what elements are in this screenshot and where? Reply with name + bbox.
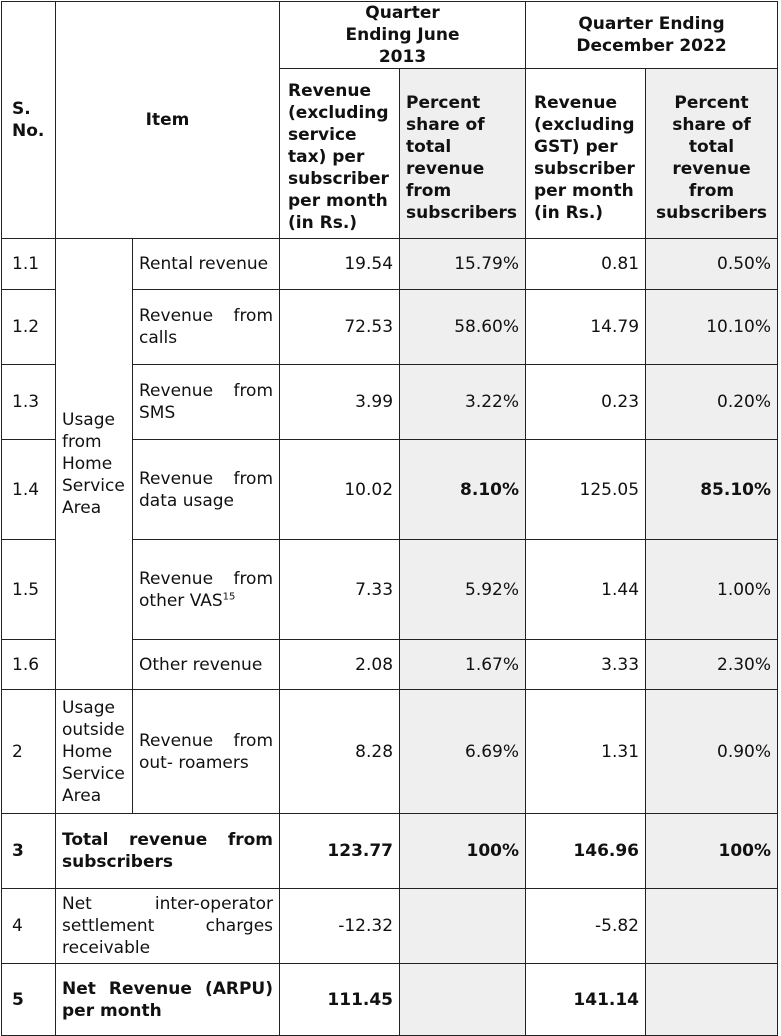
row-q1-revenue: 7.33 [280,540,400,640]
row-q1-share: 1.67% [400,640,526,690]
row-q1-share: 15.79% [400,239,526,290]
row-q2-share: 0.50% [646,239,778,290]
row-sno: 5 [2,964,56,1036]
revenue-table [1,1,778,1036]
row-q2-revenue: 3.33 [526,640,646,690]
row-item: Revenue from SMS [133,365,280,440]
footnote-ref: 15 [222,590,236,602]
row-q2-share: 2.30% [646,640,778,690]
row-q2-share: 0.20% [646,365,778,440]
row-item [133,540,280,640]
row-sno: 3 [2,814,56,889]
table-row [2,690,778,814]
row-q1-share: 100% [400,814,526,889]
table-row [2,889,778,964]
table-row-net-revenue [2,964,778,1036]
row-q2-revenue: 125.05 [526,440,646,540]
q1-share-col-header: Percent share of total revenue from subscribers [400,69,526,239]
row-q2-share: 10.10% [646,290,778,365]
row-q2-share [646,964,778,1036]
row-q2-revenue: 1.31 [526,690,646,814]
row-q2-revenue: 141.14 [526,964,646,1036]
row-q2-revenue: 1.44 [526,540,646,640]
row-q2-share: 1.00% [646,540,778,640]
row-item: Net Revenue (ARPU) per month [56,964,280,1036]
row-q1-share: 8.10% [400,440,526,540]
q1-revenue-col-header: Revenue (excluding service tax) per subscriber per month (in Rs.) [280,69,400,239]
row-sno: 1.5 [2,540,56,640]
q2-share-col-header: Percent share of total revenue from subscribers [646,69,778,239]
row-q1-share [400,964,526,1036]
row-sno: 4 [2,889,56,964]
row-item-text: Revenue from other VAS [139,568,274,611]
group-home-service-area: Usage from Home Service Area [56,239,133,690]
row-q1-share: 6.69% [400,690,526,814]
row-q2-revenue: 0.81 [526,239,646,290]
header-row-1 [2,2,778,69]
row-item: Rental revenue [133,239,280,290]
q2-revenue-col-header: Revenue (excluding GST) per subscriber per month (in Rs.) [526,69,646,239]
row-q2-share: 85.10% [646,440,778,540]
row-item: Revenue from calls [133,290,280,365]
q2-title: Quarter Ending December 2022 [526,2,778,69]
row-q1-revenue: -12.32 [280,889,400,964]
item-header: Item [56,2,280,239]
row-sno: 1.1 [2,239,56,290]
row-q2-share: 0.90% [646,690,778,814]
row-sno: 1.3 [2,365,56,440]
group-outside-home-service-area: Usage outside Home Service Area [56,690,133,814]
row-q1-revenue: 8.28 [280,690,400,814]
row-q1-revenue: 10.02 [280,440,400,540]
row-q1-share: 5.92% [400,540,526,640]
row-q1-share [400,889,526,964]
row-sno: 2 [2,690,56,814]
row-item: Other revenue [133,640,280,690]
row-q1-revenue: 2.08 [280,640,400,690]
row-q1-revenue: 123.77 [280,814,400,889]
row-q1-revenue: 3.99 [280,365,400,440]
row-q1-revenue: 19.54 [280,239,400,290]
row-item: Revenue from out- roamers [133,690,280,814]
row-item: Revenue from data usage [133,440,280,540]
row-q2-revenue: 0.23 [526,365,646,440]
row-q2-revenue: -5.82 [526,889,646,964]
table-row [2,239,778,290]
row-q1-share: 58.60% [400,290,526,365]
row-sno: 1.4 [2,440,56,540]
row-item: Net inter-operator settlement charges receivable [56,889,280,964]
row-q2-share: 100% [646,814,778,889]
row-q1-revenue: 111.45 [280,964,400,1036]
row-q2-revenue: 146.96 [526,814,646,889]
row-q2-share [646,889,778,964]
sno-header: S. No. [2,2,56,239]
row-item: Total revenue from subscribers [56,814,280,889]
row-q1-share: 3.22% [400,365,526,440]
row-q2-revenue: 14.79 [526,290,646,365]
table-row-total [2,814,778,889]
row-sno: 1.2 [2,290,56,365]
row-q1-revenue: 72.53 [280,290,400,365]
row-sno: 1.6 [2,640,56,690]
q1-title: Quarter Ending June 2013 [280,2,526,69]
